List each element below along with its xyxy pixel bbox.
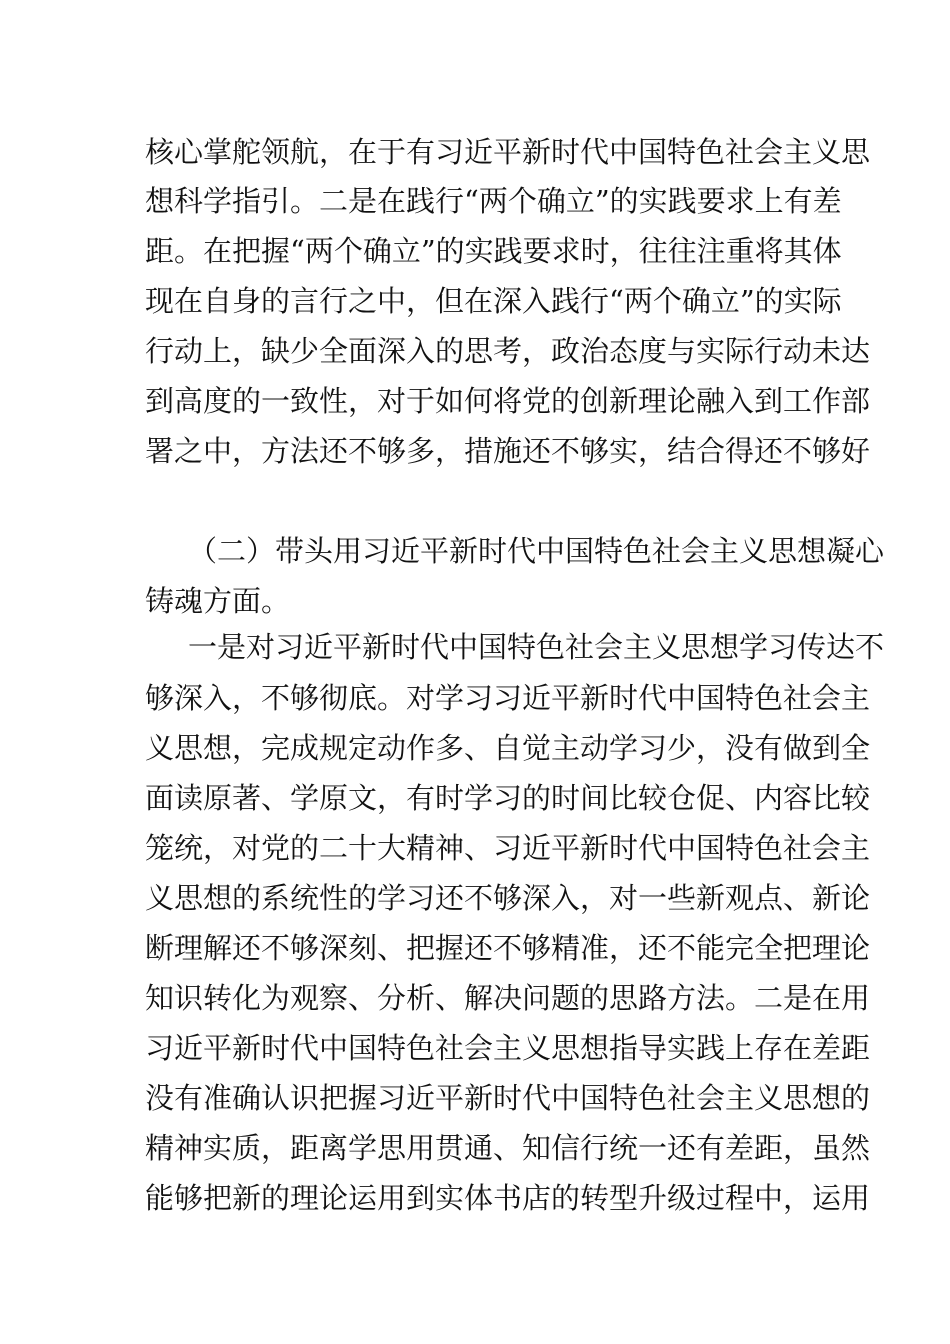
heading-line: 铸魂方面。 (145, 584, 291, 618)
paragraph-line: 习近平新时代中国特色社会主义思想指导实践上存在差距 (145, 1031, 871, 1065)
paragraph-line: 没有准确认识把握习近平新时代中国特色社会主义思想的 (145, 1081, 871, 1115)
paragraph-line: 核心掌舵领航，在于有习近平新时代中国特色社会主义思 (145, 135, 871, 169)
paragraph-line: 笼统，对党的二十大精神、习近平新时代中国特色社会主 (145, 831, 871, 865)
heading-line: （二）带头用习近平新时代中国特色社会主义思想凝心 (188, 534, 885, 568)
paragraph-line: 断理解还不够深刻、把握还不够精准，还不能完全把理论 (145, 931, 871, 965)
paragraph-line: 面读原著、学原文，有时学习的时间比较仓促、内容比较 (145, 781, 871, 815)
paragraph-line: 义思想的系统性的学习还不够深入，对一些新观点、新论 (145, 881, 871, 915)
paragraph-line: 知识转化为观察、分析、解决问题的思路方法。二是在用 (145, 981, 871, 1015)
paragraph-line: 到高度的一致性，对于如何将党的创新理论融入到工作部 (145, 384, 871, 418)
paragraph-line: 想科学指引。二是在践行“两个确立”的实践要求上有差 (145, 184, 842, 218)
paragraph-line: 够深入，不够彻底。对学习习近平新时代中国特色社会主 (145, 681, 871, 715)
paragraph-line: 能够把新的理论运用到实体书店的转型升级过程中，运用 (145, 1181, 871, 1215)
paragraph-line: 现在自身的言行之中，但在深入践行“两个确立”的实际 (145, 284, 842, 318)
paragraph-line: 义思想，完成规定动作多、自觉主动学习少，没有做到全 (145, 731, 871, 765)
paragraph-line: 署之中，方法还不够多，措施还不够实，结合得还不够好 (145, 434, 871, 468)
paragraph-line: 距。在把握“两个确立”的实践要求时，往往注重将其体 (145, 234, 842, 268)
paragraph-line: 行动上，缺少全面深入的思考，政治态度与实际行动未达 (145, 334, 871, 368)
paragraph-line: 精神实质，距离学思用贯通、知信行统一还有差距，虽然 (145, 1131, 871, 1165)
paragraph-line: 一是对习近平新时代中国特色社会主义思想学习传达不 (188, 630, 885, 664)
